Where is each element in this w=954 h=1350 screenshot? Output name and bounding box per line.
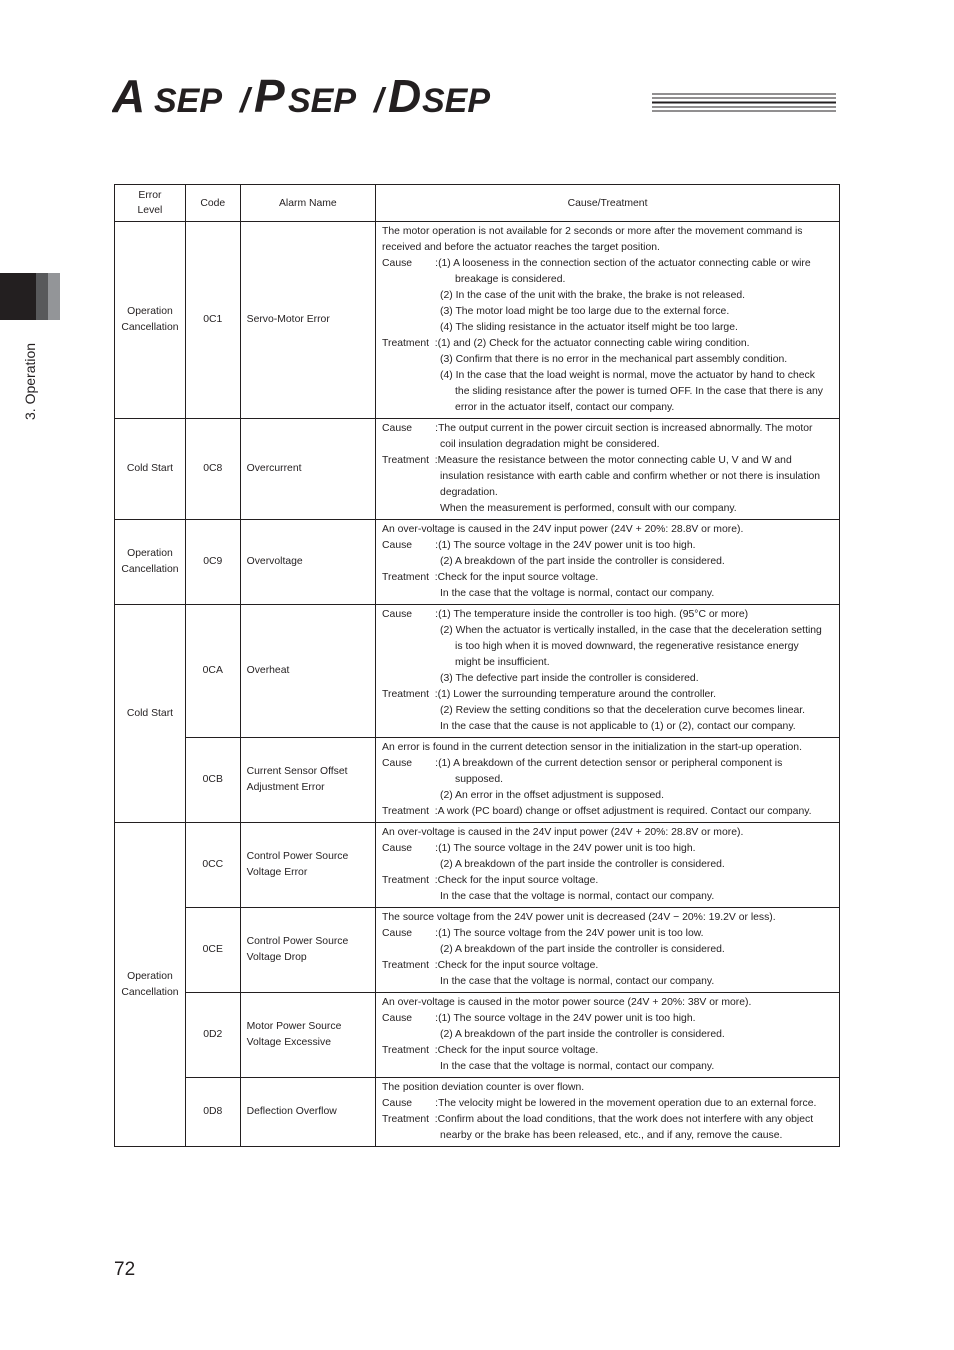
- cause-line: Treatment :Check for the input source voltage.: [382, 875, 599, 886]
- cause-line: (2) An error in the offset adjustment is supposed.: [440, 790, 664, 801]
- cause-line: nearby or the brake has been released, etc., and if any, remove the cause.: [440, 1130, 783, 1141]
- cause-treatment-cell: [376, 1078, 840, 1147]
- logo-sep-3: SEP: [422, 82, 491, 120]
- cause-line: (2) A breakdown of the part inside the controller is considered.: [440, 1029, 725, 1040]
- cause-line: In the case that the voltage is normal, contact our company.: [440, 1061, 715, 1072]
- cause-line: breakage is considered.: [455, 274, 566, 285]
- cause-treatment-cell: [376, 738, 840, 823]
- cause-line: Treatment :Check for the input source voltage.: [382, 1045, 599, 1056]
- cause-line: Cause :The output current in the power circuit section is increased abnormally. The motor: [382, 423, 813, 434]
- product-logo: [112, 78, 842, 122]
- cause-line: The position deviation counter is over flown.: [382, 1082, 585, 1093]
- logo-sep-1: SEP: [154, 82, 223, 120]
- cause-line: might be insufficient.: [455, 657, 550, 668]
- alarm-name-cell: Control Power Source Voltage Drop: [240, 908, 375, 993]
- table-row: [115, 222, 840, 419]
- logo-letter-d: D: [388, 78, 422, 122]
- cause-line: received and before the actuator reaches the target position.: [382, 242, 660, 253]
- cause-line: (2) Review the setting conditions so that the deceleration curve becomes linear.: [440, 705, 806, 716]
- section-tab-light: [48, 273, 60, 320]
- cause-line: In the case that the voltage is normal, contact our company.: [440, 891, 715, 902]
- alarm-name-cell: Servo-Motor Error: [240, 222, 375, 419]
- cause-line: (2) A breakdown of the part inside the controller is considered.: [440, 556, 725, 567]
- cause-line: (2) In the case of the unit with the brake, the brake is not released.: [440, 290, 746, 301]
- table-row: [115, 605, 840, 738]
- cause-line: In the case that the voltage is normal, contact our company.: [440, 976, 715, 987]
- header-code: Code: [185, 185, 240, 222]
- alarm-name-cell: Current Sensor Offset Adjustment Error: [240, 738, 375, 823]
- cause-treatment-cell: [376, 908, 840, 993]
- table-row: [115, 993, 840, 1078]
- table-row: [115, 520, 840, 605]
- cause-line: Treatment :(1) and (2) Check for the actuator connecting cable wiring condition.: [382, 338, 750, 349]
- code-cell: 0CB: [185, 738, 240, 823]
- cause-line: Treatment :Confirm about the load conditions, that the work does not interfere with any object: [382, 1114, 814, 1125]
- header-level-text: Error Level: [137, 190, 163, 216]
- header-cause-treatment: Cause/Treatment: [376, 185, 840, 222]
- table-header-row: [115, 185, 840, 222]
- cause-line: (3) The motor load might be too large due to the external force.: [440, 306, 730, 317]
- error-level-cell: Operation Cancellation: [115, 520, 186, 605]
- cause-line: Treatment :Check for the input source voltage.: [382, 960, 599, 971]
- cause-line: The source voltage from the 24V power unit is decreased (24V − 20%: 19.2V or less).: [382, 912, 776, 923]
- section-label: 3. Operation: [22, 342, 38, 420]
- cause-line: Cause :(1) The source voltage in the 24V power unit is too high.: [382, 1013, 696, 1024]
- cause-line: Cause :The velocity might be lowered in the movement operation due to an external force.: [382, 1098, 817, 1109]
- alarm-name-cell: Motor Power Source Voltage Excessive: [240, 993, 375, 1078]
- cause-line: When the measurement is performed, consult with our company.: [440, 503, 737, 514]
- cause-line: An error is found in the current detection sensor in the initialization in the start-up operation.: [382, 742, 802, 753]
- table-row: [115, 419, 840, 520]
- alarm-name-cell: Overcurrent: [240, 419, 375, 520]
- cause-line: (2) When the actuator is vertically installed, in the case that the deceleration setting: [440, 625, 822, 636]
- code-cell: 0C8: [185, 419, 240, 520]
- code-cell: 0CC: [185, 823, 240, 908]
- cause-line: coil insulation degradation might be considered.: [440, 439, 660, 450]
- cause-line: The motor operation is not available for 2 seconds or more after the movement command is: [382, 226, 803, 237]
- logo-letter-p: P: [254, 78, 285, 122]
- cause-line: (2) A breakdown of the part inside the controller is considered.: [440, 944, 725, 955]
- cause-line: Cause :(1) The source voltage in the 24V power unit is too high.: [382, 540, 696, 551]
- cause-treatment-cell: [376, 993, 840, 1078]
- alarm-name-cell: Overvoltage: [240, 520, 375, 605]
- header-alarm-name: Alarm Name: [240, 185, 375, 222]
- logo-letter-a: A: [112, 78, 146, 122]
- cause-line: degradation.: [440, 487, 498, 498]
- cause-line: supposed.: [455, 774, 503, 785]
- table-row: [115, 738, 840, 823]
- cause-line: In the case that the cause is not applicable to (1) or (2), contact our company.: [440, 721, 796, 732]
- page-number: 72: [114, 1259, 136, 1280]
- header-error-level: [115, 185, 186, 222]
- cause-treatment-cell: [376, 605, 840, 738]
- code-cell: 0CA: [185, 605, 240, 738]
- cause-line: (4) In the case that the load weight is normal, move the actuator by hand to check: [440, 370, 815, 381]
- alarm-name-cell: Deflection Overflow: [240, 1078, 375, 1147]
- cause-line: insulation resistance with earth cable and confirm whether or not there is insulation: [440, 471, 821, 482]
- code-cell: 0C1: [185, 222, 240, 419]
- cause-line: Treatment :A work (PC board) change or offset adjustment is required. Contact our company.: [382, 806, 812, 817]
- code-cell: 0C9: [185, 520, 240, 605]
- alarm-name-cell: Control Power Source Voltage Error: [240, 823, 375, 908]
- code-cell: 0CE: [185, 908, 240, 993]
- error-level-cell: Cold Start: [115, 419, 186, 520]
- code-cell: 0D2: [185, 993, 240, 1078]
- svg-text:/: /: [374, 82, 384, 120]
- cause-line: Treatment :Measure the resistance between the motor connecting cable U, V and W and: [382, 455, 792, 466]
- table-row: [115, 1078, 840, 1147]
- svg-text:/: /: [240, 82, 250, 120]
- cause-line: Cause :(1) The source voltage in the 24V power unit is too high.: [382, 843, 696, 854]
- cause-line: (2) A breakdown of the part inside the controller is considered.: [440, 859, 725, 870]
- cause-line: An over-voltage is caused in the 24V input power (24V + 20%: 28.8V or more).: [382, 524, 744, 535]
- section-tab-dark: [0, 273, 36, 320]
- cause-line: error in the actuator itself, contact our company.: [455, 402, 675, 413]
- cause-line: (4) The sliding resistance in the actuator itself might be too large.: [440, 322, 738, 333]
- cause-line: Cause :(1) The source voltage from the 24V power unit is too low.: [382, 928, 704, 939]
- logo-sep-2: SEP: [288, 82, 357, 120]
- error-level-cell: Operation Cancellation: [115, 222, 186, 419]
- table-row: [115, 823, 840, 908]
- cause-line: the sliding resistance after the power is turned OFF. In the case that there is any: [455, 386, 823, 397]
- cause-treatment-cell: [376, 520, 840, 605]
- cause-line: An over-voltage is caused in the motor power source (24V + 20%: 38V or more).: [382, 997, 752, 1008]
- cause-treatment-cell: [376, 823, 840, 908]
- error-level-cell: Cold Start: [115, 605, 186, 823]
- logo-lines: [652, 94, 836, 111]
- cause-line: An over-voltage is caused in the 24V input power (24V + 20%: 28.8V or more).: [382, 827, 744, 838]
- alarm-name-cell: Overheat: [240, 605, 375, 738]
- cause-line: Cause :(1) The temperature inside the controller is too high. (95°C or more): [382, 609, 749, 620]
- cause-treatment-cell: [376, 222, 840, 419]
- cause-line: Cause :(1) A breakdown of the current detection sensor or peripheral component is: [382, 758, 783, 769]
- cause-line: Treatment :Check for the input source voltage.: [382, 572, 599, 583]
- code-cell: 0D8: [185, 1078, 240, 1147]
- cause-line: Treatment :(1) Lower the surrounding temperature around the controller.: [382, 689, 717, 700]
- alarm-table: [114, 184, 840, 1147]
- section-tab-mid: [36, 273, 48, 320]
- cause-line: is too high when it is moved downward, the regenerative resistance energy: [455, 641, 799, 652]
- cause-line: (3) Confirm that there is no error in the mechanical part assembly condition.: [440, 354, 788, 365]
- cause-line: In the case that the voltage is normal, contact our company.: [440, 588, 715, 599]
- cause-treatment-cell: [376, 419, 840, 520]
- error-level-cell: Operation Cancellation: [115, 823, 186, 1147]
- cause-line: (3) The defective part inside the controller is considered.: [440, 673, 699, 684]
- table-row: [115, 908, 840, 993]
- cause-line: Cause :(1) A looseness in the connection section of the actuator connecting cable or wire: [382, 258, 811, 269]
